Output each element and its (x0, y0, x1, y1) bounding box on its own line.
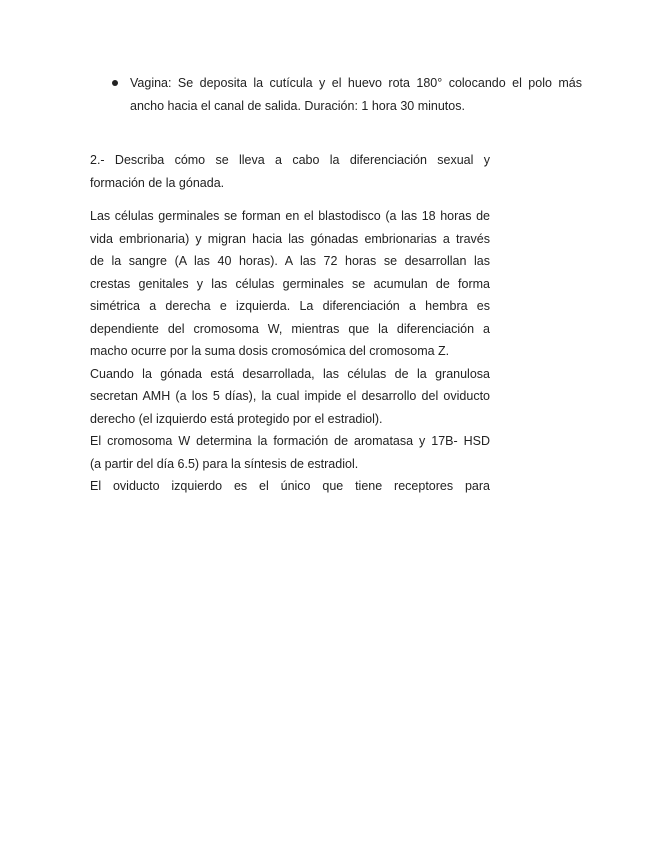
answer-paragraph (90, 205, 490, 363)
answer-paragraph (90, 475, 490, 498)
bullet-list-item (112, 72, 582, 118)
answer-line: (a partir del día 6.5) para la síntesis de estradiol. (90, 456, 359, 471)
answer-line: El oviducto izquierdo es el único que tiene receptores para (90, 479, 490, 493)
bullet-dot (112, 80, 118, 86)
answer-line: dependiente del cromosoma W, mientras que la diferenciación a (90, 321, 490, 336)
question-line: formación de la gónada. (90, 175, 225, 190)
answer-line: El cromosoma W determina la formación de aromatasa y 17B- HSD (90, 434, 490, 448)
answer-line: derecho (el izquierdo está protegido por el estradiol). (90, 411, 383, 426)
bullet-line: Vagina: Se deposita la cutícula y el huevo rota 180° colocando el polo más (130, 76, 582, 90)
answer-paragraph (90, 430, 490, 475)
answer-paragraph (90, 363, 490, 431)
answer-line: vida embrionaria) y migran hacia las gónadas embrionarias a través (90, 231, 490, 246)
bullet-line: ancho hacia el canal de salida. Duración: 1 hora 30 minutos. (130, 99, 465, 113)
answer-line: crestas genitales y las células germinales se acumulan de forma (90, 276, 490, 291)
answer-line: Cuando la gónada está desarrollada, las células de la granulosa (90, 366, 490, 381)
answer-line: de la sangre (A las 40 horas). A las 72 horas se desarrollan las (90, 254, 490, 268)
question-line: 2.- Describa cómo se lleva a cabo la diferenciación sexual y (90, 153, 490, 167)
answer-line: Las células germinales se forman en el blastodisco (a las 18 horas de (90, 209, 490, 223)
answer-line: secretan AMH (a los 5 días), la cual impide el desarrollo del oviducto (90, 389, 490, 403)
question-heading (90, 149, 490, 194)
answer-body (90, 205, 490, 498)
answer-line: macho ocurre por la suma dosis cromosómica del cromosoma Z. (90, 344, 450, 358)
bullet-text (130, 72, 582, 118)
answer-line: simétrica a derecha e izquierda. La diferenciación a hembra es (90, 299, 490, 313)
